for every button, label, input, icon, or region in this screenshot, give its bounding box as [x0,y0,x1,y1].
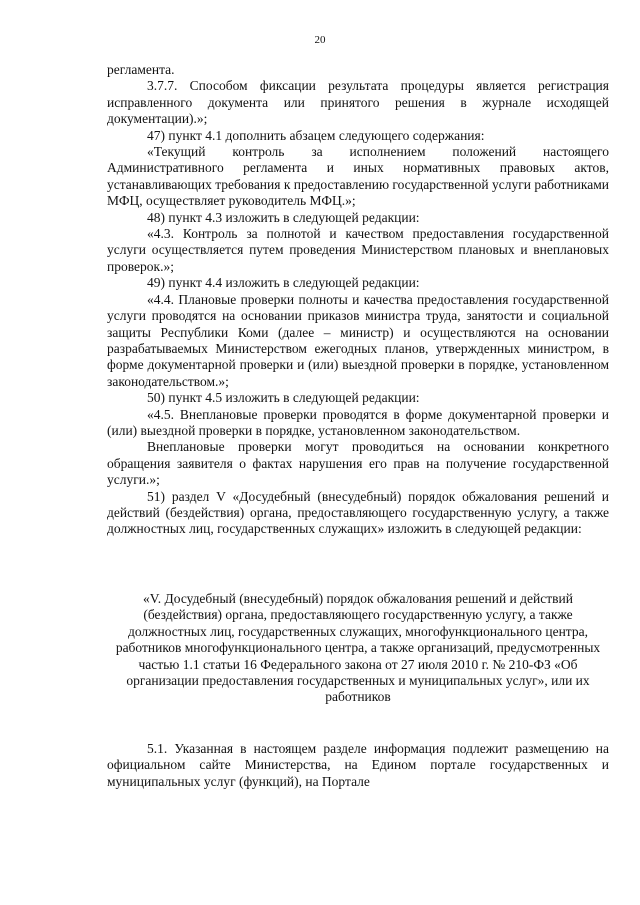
paragraph: 51) раздел V «Досудебный (внесудебный) порядок обжалования решений и действий (бездействия) органа, предоставляющего государственную услугу, а также должностных лиц, государственных служащих» изложить в следующей редакции: [107,488,609,537]
section-heading: «V. Досудебный (внесудебный) порядок обжалования решений и действий (бездействия) органа, предоставляющего государственную услугу, а также должностных лиц, государственных служащих, многофункционального центра, работников многофункционального центра, а также организаций, предусмотренных частью 1.1 статьи 16 Федерального закона от 27 июля 2010 г. № 210-ФЗ «Об организации предоставления государственных и муниципальных услуг», или их работников [115,591,601,705]
paragraph-5-1: 5.1. Указанная в настоящем разделе информация подлежит размещению на официальном сайте Министерства, на Едином портале государственных и муниципальных услуг (функций), на Портале [107,741,609,789]
paragraph: «4.3. Контроль за полнотой и качеством предоставления государственной услуги осуществляется путем проведения Министерством плановых и внеплановых проверок.»; [107,226,609,274]
paragraph: 49) пункт 4.4 изложить в следующей редакции: [147,275,420,291]
paragraph: «Текущий контроль за исполнением положений настоящего Административного регламента и иных нормативных правовых актов, устанавливающих требования к предоставлению государственной услуги работниками МФЦ, осуществляет руководитель МФЦ.»; [107,144,609,209]
paragraph: «4.5. Внеплановые проверки проводятся в форме документарной проверки и (или) выездной проверки в порядке, установленном законодательством. [107,406,609,438]
paragraph: регламента. [107,62,175,77]
paragraph: «4.4. Плановые проверки полноты и качества предоставления государственной услуги проводятся на основании приказов министра труда, занятости и социальной защиты Республики Коми (далее – министр) и осуществляются на основании разрабатываемых Министерством ежегодных планов, утвержденных министром, в форме документарной проверки и (или) выездной проверки в порядке, установленном законодательством.»; [107,291,609,389]
paragraph: 3.7.7. Способом фиксации результата процедуры является регистрация исправленного документа или принятого решения в журнале исходящей документации).»; [107,78,609,127]
page-number: 20 [314,34,326,46]
paragraph: Внеплановые проверки могут проводиться на основании конкретного обращения заявителя о фактах нарушения его прав на получение государственной услуги.»; [107,439,609,488]
document-body [107,62,609,538]
paragraph: 47) пункт 4.1 дополнить абзацем следующего содержания: [147,127,485,143]
paragraph: 48) пункт 4.3 изложить в следующей редакции: [147,209,420,225]
paragraph: 50) пункт 4.5 изложить в следующей редакции: [147,390,420,406]
